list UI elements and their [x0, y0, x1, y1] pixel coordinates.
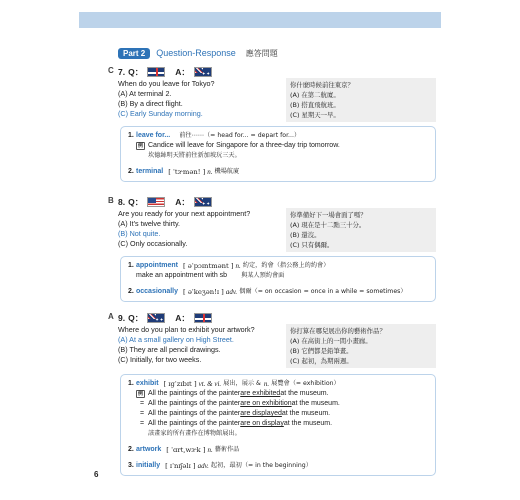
example-phrase: are displayed	[240, 410, 282, 417]
option-a: (A) At terminal 2.	[118, 89, 172, 98]
vocab-box	[120, 374, 436, 476]
vocab-pos: vt. & vi.	[198, 380, 222, 388]
answer-key: A	[108, 312, 114, 321]
vocab-number: 1.	[128, 262, 134, 269]
example-text: All the paintings of the painter	[148, 420, 241, 427]
example-icon: 例	[137, 391, 143, 397]
zh-option-c: (C) 星期天一早。	[290, 111, 340, 119]
q-label: Q：	[128, 66, 144, 77]
vocab-item	[128, 287, 428, 297]
option-a: (A) It’s twelve thirty.	[118, 219, 181, 228]
vocab-meaning: 偶爾（= on occasion = once in a while = sometimes）	[239, 288, 407, 295]
vocab-pos: n.	[207, 446, 213, 454]
zh-option-a: (A) 在第二航廈。	[290, 91, 340, 99]
example-zh: 坎德絲明天將前往新加坡玩三天。	[148, 152, 241, 159]
vocab-meaning: 展出，展示 &	[223, 380, 261, 387]
vocab-item	[128, 461, 428, 471]
translation-box	[286, 78, 436, 122]
example-translation	[128, 151, 428, 161]
vocab-number: 1.	[128, 132, 134, 139]
australia-flag-icon	[194, 67, 212, 77]
equals-sign: =	[139, 420, 145, 427]
option-c-correct: (C) Early Sunday morning.	[118, 109, 203, 118]
zh-option-c: (C) 只有偶爾。	[290, 241, 334, 249]
vocab-ipa: [ ˈtɝmən! ]	[168, 168, 206, 176]
vocab-meaning: 前往⋯⋯（= head for... = depart for...）	[179, 132, 301, 139]
vocab-number: 1.	[128, 380, 134, 387]
example-text: Candice will leave for Singapore for a three-day trip tomorrow.	[148, 142, 340, 149]
zh-question: 你打算在哪兒展出你的藝術作品？	[290, 327, 386, 335]
example-phrase: are on display	[240, 420, 284, 427]
vocab-pos: n.	[235, 262, 241, 270]
vocab-word: leave for...	[136, 132, 171, 139]
example-text: at the museum.	[281, 410, 331, 417]
vocab-number: 2.	[128, 446, 134, 453]
a-label: A：	[175, 66, 190, 77]
question-text: When do you leave for Tokyo?	[118, 79, 215, 88]
vocab-number: 2.	[128, 168, 134, 175]
question-number: 7.	[118, 66, 126, 77]
vocab-box	[120, 126, 436, 182]
page-number: 6	[94, 470, 99, 479]
question-header	[108, 312, 438, 324]
option-b: (B) By a direct flight.	[118, 99, 183, 108]
vocab-pos: n.	[263, 380, 270, 388]
option-c: (C) Initially, for two weeks.	[118, 355, 202, 364]
vocab-meaning: 起初，最初（= in the beginning）	[210, 462, 312, 469]
example-text: at the museum.	[283, 420, 333, 427]
example-text: at the museum.	[280, 390, 329, 397]
question-number: 9.	[118, 312, 126, 323]
q-label: Q：	[128, 312, 144, 323]
option-b-correct: (B) Not quite.	[118, 229, 161, 238]
example-phrase	[128, 271, 428, 281]
question-text: Where do you plan to exhibit your artwork?	[118, 325, 255, 334]
option-a-correct: (A) At a small gallery on High Street.	[118, 335, 234, 344]
vocab-number: 3.	[128, 462, 134, 469]
vocab-ipa: [ əˈkeʒən!ɪ ]	[183, 288, 224, 296]
vocab-ipa: [ ɪˈnɪʃəlɪ ]	[165, 462, 196, 470]
vocab-pos: adv.	[197, 462, 209, 470]
vocab-ipa: [ ɪgˈzɪbɪt ]	[163, 380, 197, 388]
part-subtitle: 應答問題	[245, 48, 278, 58]
australia-flag-icon	[194, 197, 212, 207]
zh-option-c: (C) 起初，為期兩週。	[290, 357, 353, 365]
option-b: (B) They are all pencil drawings.	[118, 345, 221, 354]
vocab-meaning: 藝術作品	[214, 446, 240, 453]
q-label: Q：	[128, 196, 144, 207]
option-c: (C) Only occasionally.	[118, 239, 188, 248]
vocab-meaning: 展覽會（= exhibition）	[271, 380, 340, 387]
vocab-item	[128, 167, 428, 177]
uk-flag-icon	[147, 67, 165, 77]
vocab-number: 2.	[128, 288, 134, 295]
vocab-word: appointment	[136, 262, 178, 269]
zh-option-b: (B) 它們都是鉛筆畫。	[290, 347, 353, 355]
australia-flag-icon	[147, 313, 165, 323]
vocab-word: initially	[136, 462, 161, 469]
translation-box	[286, 324, 436, 368]
example-text: at the museum.	[291, 400, 340, 407]
question-header	[108, 66, 438, 78]
example-icon: 例	[137, 143, 143, 149]
vocab-word: exhibit	[136, 380, 159, 387]
example-translation	[128, 429, 428, 439]
vocab-pos: adv.	[225, 288, 238, 296]
example-text: All the paintings of the painter	[148, 410, 241, 417]
example-zh: 該畫家的所有畫作在博物館展出。	[148, 430, 241, 437]
zh-option-a: (A) 在高街上的一間小畫廊。	[290, 337, 372, 345]
zh-option-b: (B) 還沒。	[290, 231, 321, 239]
zh-question: 你準備好下一場會面了嗎？	[290, 211, 367, 219]
example-text: make an appointment with sb	[136, 272, 228, 279]
example-phrase: are on exhibition	[240, 400, 292, 407]
zh-option-b: (B) 搭直飛航班。	[290, 101, 340, 109]
example-sentence	[128, 419, 428, 429]
vocab-item	[128, 131, 428, 141]
vocab-pos: n.	[207, 168, 213, 176]
a-label: A：	[175, 312, 190, 323]
question-number: 8.	[118, 196, 126, 207]
header-band	[79, 12, 441, 28]
vocab-word: occasionally	[136, 288, 179, 295]
answer-key: C	[108, 66, 114, 75]
a-label: A：	[175, 196, 190, 207]
vocab-meaning: 約定，約會（指公務上的約會）	[242, 262, 330, 269]
uk-flag-icon	[194, 313, 212, 323]
example-phrase: are exhibited	[240, 390, 281, 397]
us-flag-icon	[147, 197, 165, 207]
part-badge: Part 2	[118, 48, 150, 59]
vocab-box	[120, 256, 436, 302]
question-text: Are you ready for your next appointment?	[118, 209, 251, 218]
translation-box	[286, 208, 436, 252]
vocab-item	[128, 445, 428, 455]
example-text: All the paintings of the painter	[148, 390, 241, 397]
vocab-ipa: [ ˈɑrt,wɝk ]	[166, 446, 206, 454]
question-header	[108, 196, 438, 208]
answer-key: B	[108, 196, 114, 205]
example-sentence	[128, 399, 428, 409]
zh-option-a: (A) 現在是十二點三十分。	[290, 221, 366, 229]
vocab-item	[128, 261, 428, 271]
part-title: Question-Response	[156, 48, 236, 58]
vocab-meaning: 機場航廈	[214, 168, 240, 175]
example-sentence	[128, 141, 428, 151]
vocab-word: terminal	[136, 168, 164, 175]
part-header	[118, 48, 278, 59]
example-sentence	[128, 409, 428, 419]
vocab-word: artwork	[136, 446, 162, 453]
vocab-item	[128, 379, 428, 389]
equals-sign: =	[139, 400, 145, 407]
example-text: All the paintings of the painter	[148, 400, 241, 407]
equals-sign: =	[139, 410, 145, 417]
example-sentence	[128, 389, 428, 399]
vocab-ipa: [ əˈpɔɪntmənt ]	[183, 262, 234, 270]
zh-question: 你什麼時候前往東京？	[290, 81, 354, 89]
example-zh: 與某人預約會面	[241, 272, 285, 279]
